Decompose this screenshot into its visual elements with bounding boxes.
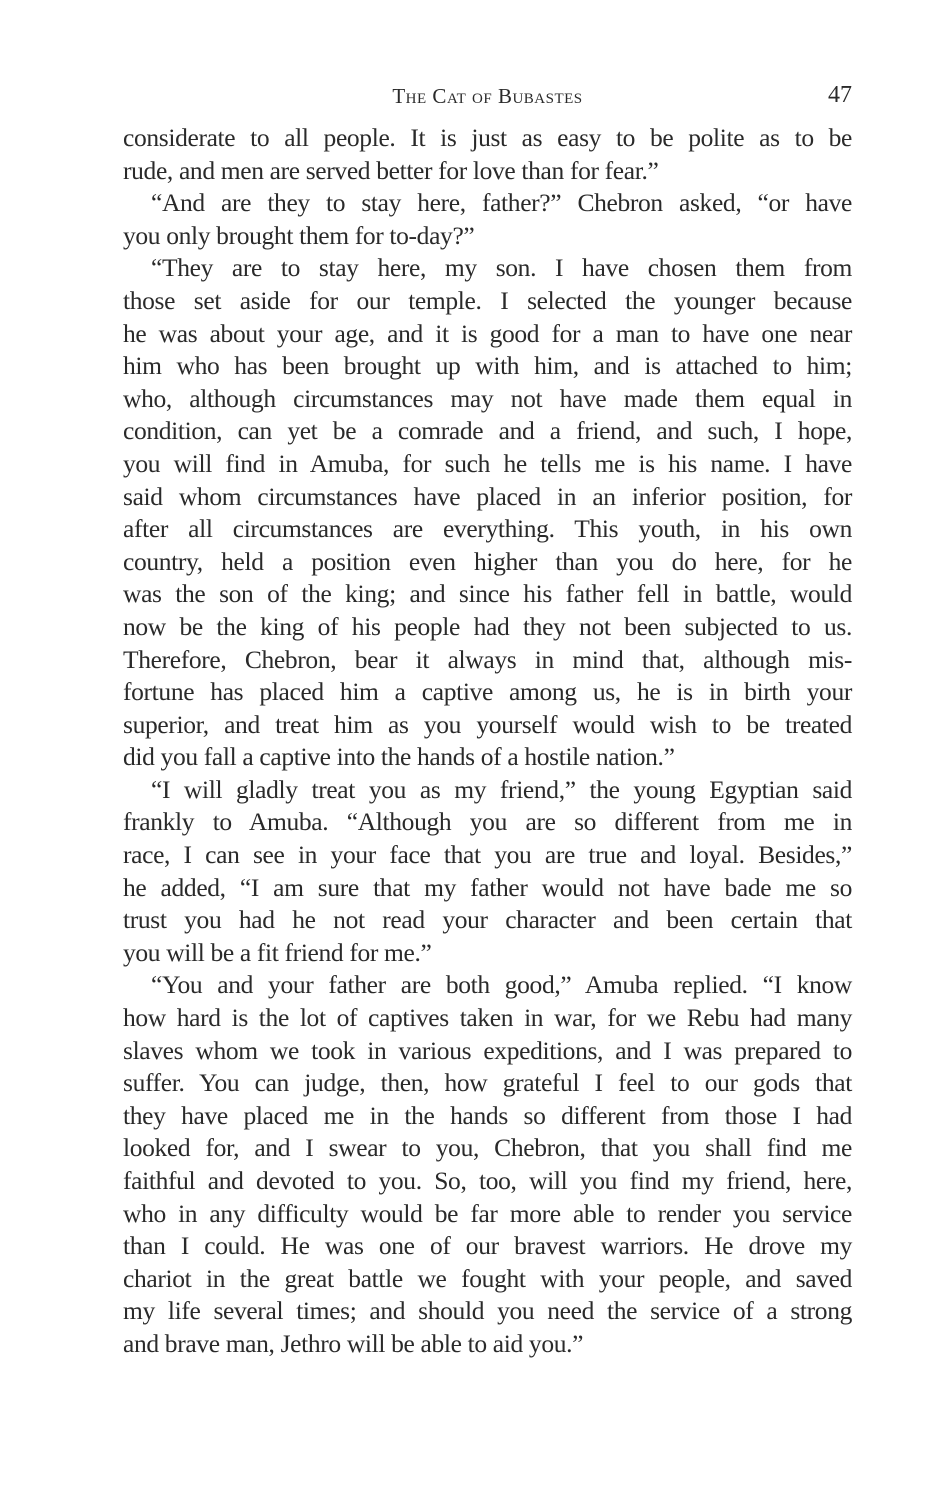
text-line: race, I can see in your face that you are true and loyal. Besides,”	[123, 840, 852, 870]
text-line: was the son of the king; and since his father fell in battle, would	[123, 579, 852, 609]
text-line: “They are to stay here, my son. I have chosen them from	[151, 253, 852, 283]
text-line: frankly to Amuba. “Although you are so different from me in	[123, 807, 852, 837]
text-line: “I will gladly treat you as my friend,” the young Egyptian said	[151, 774, 852, 804]
text-line: fortune has placed him a captive among us, he is in birth your	[123, 677, 852, 707]
text-line: you only brought them for to-day?”	[123, 220, 475, 250]
text-line: country, held a position even higher than you do here, for he	[123, 546, 852, 576]
text-line: considerate to all people. It is just as easy to be polite as to be	[123, 123, 852, 152]
text-line: superior, and treat him as you yourself would wish to be treated	[123, 709, 852, 739]
running-head	[123, 84, 852, 114]
text-line: after all circumstances are everything. This youth, in his own	[123, 514, 852, 544]
text-line: Therefore, Chebron, bear it always in mind that, although mis-	[123, 644, 852, 674]
text-line: now be the king of his people had they not been subjected to us.	[123, 611, 852, 641]
text-line: suffer. You can judge, then, how grateful I feel to our gods that	[123, 1068, 852, 1098]
text-line: looked for, and I swear to you, Chebron, that you shall find me	[123, 1133, 852, 1163]
page-number: 47	[828, 82, 852, 108]
text-line: than I could. He was one of our bravest warriors. He drove my	[123, 1231, 852, 1261]
text-line: faithful and devoted to you. So, too, will you find my friend, here,	[123, 1166, 852, 1195]
text-line: you will be a fit friend for me.”	[123, 937, 432, 967]
text-line: condition, can yet be a comrade and a friend, and such, I hope,	[123, 416, 852, 446]
text-line: “You and your father are both good,” Amuba replied. “I know	[151, 970, 852, 1000]
text-line: how hard is the lot of captives taken in war, for we Rebu had many	[123, 1003, 852, 1033]
running-title: The Cat of Bubastes	[392, 84, 583, 108]
text-line: him who has been brought up with him, and is attached to him;	[123, 351, 852, 381]
text-line: trust you had he not read your character and been certain that	[123, 905, 852, 935]
text-line: my life several times; and should you need the service of a strong	[123, 1296, 852, 1326]
text-line: who in any difficulty would be far more able to render you service	[123, 1198, 852, 1228]
text-line: and brave man, Jethro will be able to aid you.”	[123, 1328, 584, 1358]
text-line: said whom circumstances have placed in an inferior position, for	[123, 481, 852, 511]
text-line: he was about your age, and it is good for a man to have one near	[123, 318, 852, 348]
body-text	[123, 122, 852, 1361]
text-line: who, although circumstances may not have made them equal in	[123, 383, 852, 413]
text-line: “And are they to stay here, father?” Chebron asked, “or have	[151, 188, 852, 218]
text-line: did you fall a captive into the hands of a hostile nation.”	[123, 742, 675, 772]
text-line: he added, “I am sure that my father would not have bade me so	[123, 872, 852, 902]
text-line: you will find in Amuba, for such he tells me is his name. I have	[123, 448, 852, 478]
text-line: those set aside for our temple. I selected the younger because	[123, 285, 852, 315]
text-line: rude, and men are served better for love than for fear.”	[123, 155, 659, 185]
text-line: slaves whom we took in various expeditions, and I was prepared to	[123, 1035, 852, 1065]
text-line: chariot in the great battle we fought with your people, and saved	[123, 1263, 852, 1293]
text-line: they have placed me in the hands so different from those I had	[123, 1100, 852, 1130]
